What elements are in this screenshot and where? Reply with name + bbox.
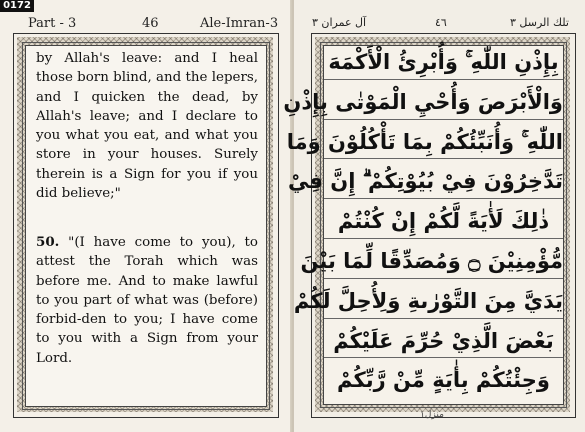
arabic-line: مُّؤْمِنِيْنَ ۝ وَمُصَدِّقًا لِّمَا بَيْنَ	[324, 245, 563, 279]
scan-number-badge: 0172	[0, 0, 34, 12]
arabic-line: بِإِذْنِ اللّٰهِ ۚ وَأُبْرِئُ الْأَكْمَهَ	[324, 46, 563, 80]
arabic-line: تَدَّخِرُوْنَ فِيْ بُيُوْتِكُمْ ۗ إِنَّ فِيْ	[324, 165, 563, 199]
verse-50	[36, 233, 258, 368]
arabic-page-number: ٤٦	[435, 16, 447, 29]
manzil-marker: منزل١	[420, 410, 444, 420]
translation-text-box	[25, 45, 267, 407]
arabic-line: وَجِئْتُكُمْ بِأٰيَةٍ مِّنْ رَّبِّكُمْ	[337, 368, 550, 393]
surah-label: Ale-Imran-3	[200, 16, 279, 31]
left-page	[0, 0, 292, 432]
verse-49-continuation: by Allah's leave: and I heal those born blind, and the lepers, and I quicken the dead, by Allah's leave; and I declare to you what you eat, and what you store in your houses. Surely therein is a Sign for you if you did believe;"	[36, 51, 258, 202]
arabic-text-box	[283, 45, 564, 405]
arabic-line: يَدَيَّ مِنَ التَّوْرٰىةِ وَلِأُحِلَّ لَكُمْ	[324, 285, 563, 319]
page-number: 46	[142, 16, 159, 31]
arabic-line: اللّٰهِ ۚ وَأُنَبِّئُكُمْ بِمَا تَأْكُلُوْنَ وَمَا	[324, 126, 563, 160]
arabic-juz-header: تلك الرسل ٣	[510, 16, 569, 29]
arabic-line: وَالْأَبْرَصَ وَأُحْيِ الْمَوْتٰى بِإِذْنِ	[324, 86, 563, 120]
verse-50-number: 50.	[36, 234, 60, 250]
verse-50-text: "(I have come to you), to attest the Torah which was before me. And to make lawful to you part of what was (before) forbid-den to you; I have come to you with a Sign from your Lord.	[36, 235, 258, 366]
arabic-line: ذٰلِكَ لَأٰيَةً لَّكُمْ إِنْ كُنْتُمْ	[324, 205, 563, 239]
arabic-surah-header: آل عمران ٣	[312, 16, 367, 29]
part-label: Part - 3	[28, 16, 77, 31]
arabic-line: بَعْضَ الَّذِيْ حُرِّمَ عَلَيْكُمْ	[324, 325, 563, 359]
